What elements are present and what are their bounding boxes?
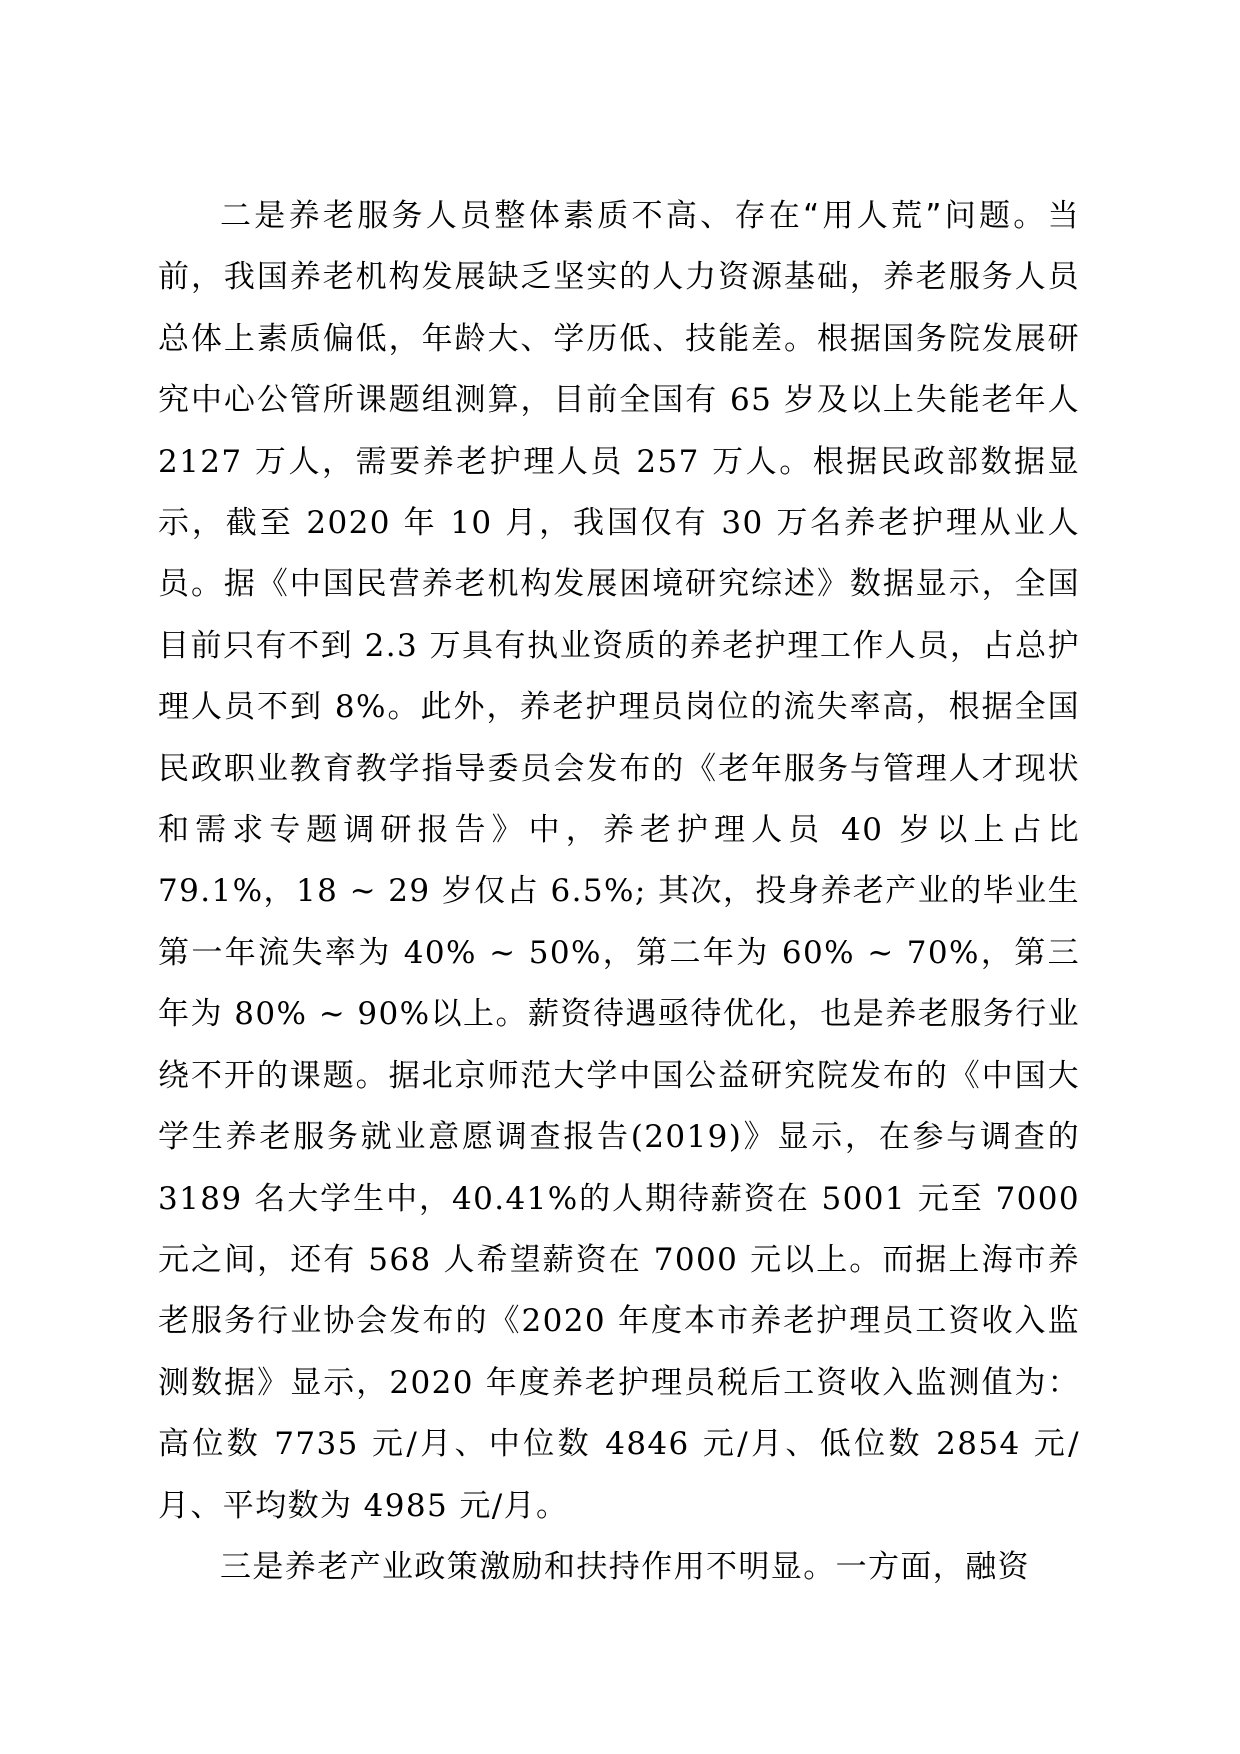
paragraph-staff-quality [158,186,1080,1537]
paragraph-body: 一方面，融资 [835,1548,1031,1585]
paragraph-policy-support [158,1537,1080,1598]
document-page [158,186,1080,1598]
paragraph-heading: 二是养老服务人员整体素质不高、存在“用人荒”问题。 [220,198,1048,234]
paragraph-body: 当前，我国养老机构发展缺乏坚实的人力资源基础，养老服务人员总体上素质偏低，年龄大、学历低、技能差。根据国务院发展研究中心公管所课题组测算，目前全国有 65 岁及以上失能老年人 2127 万人，需要养老护理人员 257 万人。根据民政部数据显示，截至 2020 年 10 月，我国仅有 30 万名养老护理从业人员。据《中国民营养老机构发展困境研究综述》数据显示，全国目前只有不到 2.3 万具有执业资质的养老护理工作人员，占总护理人员不到 8%。此外，养老护理员岗位的流失率高，根据全国民政职业教育教学指导委员会发布的《老年服务与管理人才现状和需求专题调研报告》中，养老护理人员 40 岁以上占比 79.1%，18 ~ 29 岁仅占 6.5%; 其次，投身养老产业的毕业生第一年流失率为 40% ~ 50%，第二年为 60% ~ 70%，第三年为 80% ~ 90%以上。薪资待遇亟待优化，也是养老服务行业绕不开的课题。据北京师范大学中国公益研究院发布的《中国大学生养老服务就业意愿调查报告(2019)》显示，在参与调查的 3189 名大学生中，40.41%的人期待薪资在 5001 元至 7000 元之间，还有 568 人希望薪资在 7000 元以上。而据上海市养老服务行业协会发布的《2020 年度本市养老护理员工资收入监测数据》显示，2020 年度养老护理员税后工资收入监测值为：高位数 7735 元/月、中位数 4846 元/月、低位数 2854 元/月、平均数为 4985 元/月。 [158,198,1080,1524]
paragraph-heading: 三是养老产业政策激励和扶持作用不明显。 [220,1548,836,1585]
